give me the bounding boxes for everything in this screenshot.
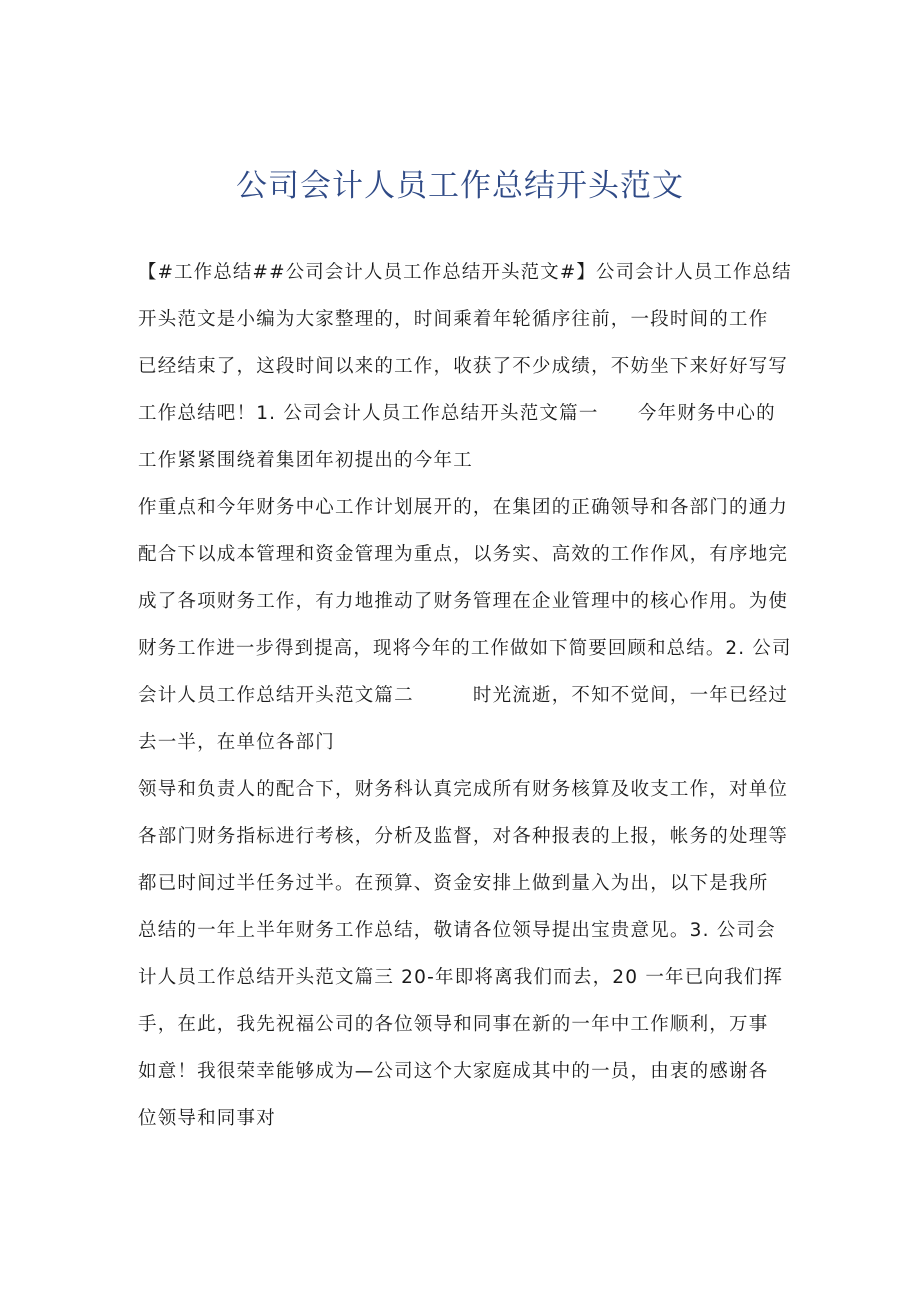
body-line: 开头范文是小编为大家整理的，时间乘着年轮循序往前，一段时间的工作 [138, 309, 769, 330]
body-line: 各部门财务指标进行考核，分析及监督，对各种报表的上报，帐务的处理等 [138, 826, 789, 847]
body-line: 财务工作进一步得到提高，现将今年的工作做如下简要回顾和总结。2. 公司 [138, 638, 792, 659]
body-line: 工作总结吧！1. 公司会计人员工作总结开头范文篇一 今年财务中心的 [138, 403, 776, 424]
body-line: 位领导和同事对 [138, 1108, 276, 1129]
body-line: 领导和负责人的配合下，财务科认真完成所有财务核算及收支工作，对单位 [138, 779, 789, 800]
body-line: 去一半，在单位各部门 [138, 732, 336, 753]
body-line: 配合下以成本管理和资金管理为重点，以务实、高效的工作作风，有序地完 [138, 544, 789, 565]
body-line: 计人员工作总结开头范文篇三 20-年即将离我们而去，20 一年已向我们挥 [138, 967, 784, 988]
body-line: 工作紧紧围绕着集团年初提出的今年工 [138, 450, 473, 471]
body-line: 【#工作总结##公司会计人员工作总结开头范文#】公司会计人员工作总结 [138, 262, 792, 283]
body-line: 手，在此，我先祝福公司的各位领导和同事在新的一年中工作顺利，万事 [138, 1014, 769, 1035]
body-line: 如意！我很荣幸能够成为—公司这个大家庭成其中的一员，由衷的感谢各 [138, 1061, 769, 1082]
body-line: 会计人员工作总结开头范文篇二 时光流逝，不知不觉间，一年已经过 [138, 685, 789, 706]
body-line: 总结的一年上半年财务工作总结，敬请各位领导提出宝贵意见。3. 公司会 [138, 920, 776, 941]
body-line: 已经结束了，这段时间以来的工作，收获了不少成绩，不妨坐下来好好写写 [138, 356, 789, 377]
body-line: 作重点和今年财务中心工作计划展开的，在集团的正确领导和各部门的通力 [138, 497, 789, 518]
document-title: 公司会计人员工作总结开头范文 [236, 168, 684, 204]
body-line: 都已时间过半任务过半。在预算、资金安排上做到量入为出，以下是我所 [138, 873, 769, 894]
body-line: 成了各项财务工作，有力地推动了财务管理在企业管理中的核心作用。为使 [138, 591, 789, 612]
